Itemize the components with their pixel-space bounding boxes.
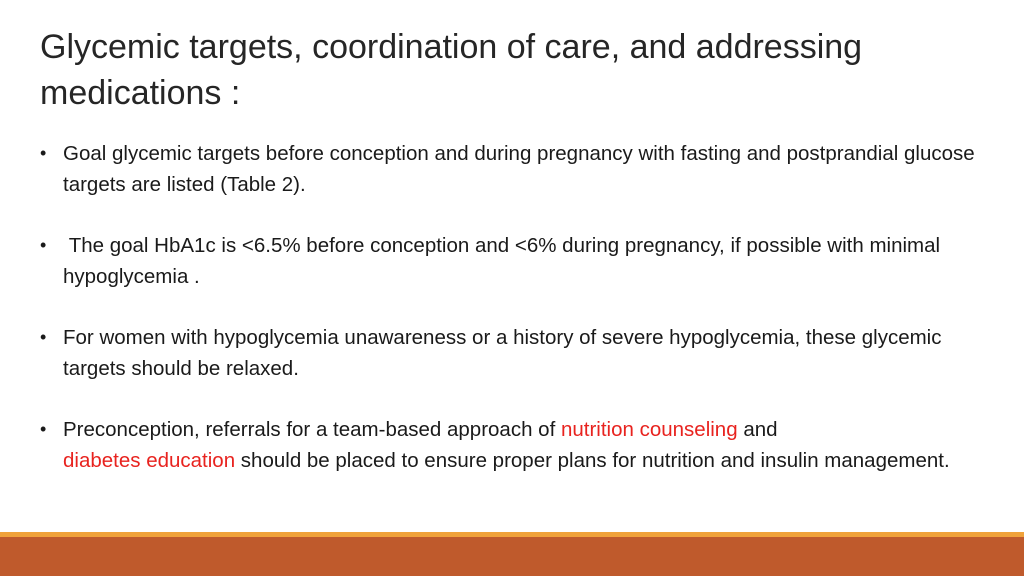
bullet-icon: •	[40, 235, 47, 255]
bullet-item	[40, 414, 980, 476]
bullet-item	[40, 138, 980, 200]
bullet-text: For women with hypoglycemia unawareness or a history of severe hypoglycemia, these glycemic targets should be relaxed.	[63, 326, 942, 380]
bullet-icon: •	[40, 327, 47, 347]
bullet-text-part: Preconception, referrals for a team-based approach of	[63, 418, 561, 441]
bullet-icon: •	[40, 143, 47, 163]
bullet-list	[40, 138, 980, 506]
slide-title: Glycemic targets, coordination of care, and addressing medications :	[40, 28, 863, 112]
bullet-item	[40, 322, 980, 384]
bullet-text-part: and	[737, 418, 784, 441]
bullet-text-part: should be placed to ensure proper plans for nutrition and insulin management.	[235, 449, 950, 472]
bullet-icon: •	[40, 419, 47, 439]
bullet-text: The goal HbA1c is <6.5% before conception and <6% during pregnancy, if possible with minimal hypoglycemia .	[63, 234, 946, 288]
highlight-diabetes-education: diabetes education	[63, 449, 236, 472]
bullet-item	[40, 230, 980, 292]
footer-bar	[0, 537, 1024, 576]
highlight-nutrition-counseling: nutrition counseling	[560, 418, 738, 441]
bullet-text: Goal glycemic targets before conception and during pregnancy with fasting and postprandial glucose targets are listed (Table 2).	[63, 142, 975, 196]
bullet-text	[63, 418, 950, 472]
